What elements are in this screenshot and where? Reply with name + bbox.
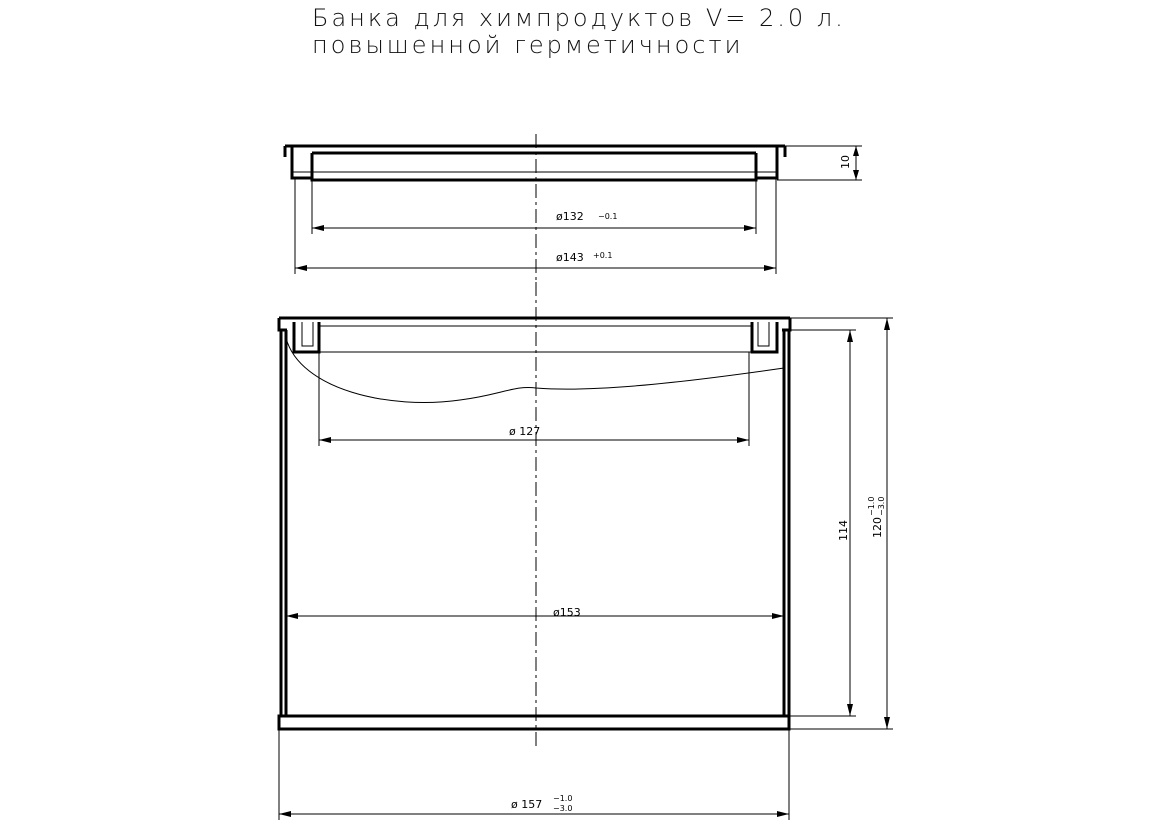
lid-outer-diameter-tolerance: +0.1 xyxy=(593,251,613,260)
lid-inner-body xyxy=(312,153,756,180)
lid-outer-diameter-label: ø143 xyxy=(556,251,584,264)
can-inner-height-label: 114 xyxy=(837,520,850,541)
can-left-wall xyxy=(281,330,286,716)
can-right-groove-inner xyxy=(758,322,769,346)
arrow-mark xyxy=(772,613,784,619)
can-left-groove-inner xyxy=(302,322,313,346)
arrow-mark xyxy=(884,318,890,330)
can-total-height-lower-tol: −3.0 xyxy=(877,496,886,516)
can-rim-left-lip xyxy=(279,318,287,330)
can-total-height-upper-tol: −1.0 xyxy=(867,496,876,516)
arrow-mark xyxy=(853,146,859,156)
drawing-title-line-2: повышенной герметичности xyxy=(312,31,744,59)
arrow-mark xyxy=(847,330,853,342)
arrow-mark xyxy=(884,717,890,729)
arrow-mark xyxy=(737,437,749,443)
can-bottom-lower-tol: −3.0 xyxy=(553,804,573,813)
arrow-mark xyxy=(777,811,789,817)
arrow-mark xyxy=(286,613,298,619)
can-rim-right-lip xyxy=(782,318,790,330)
arrow-mark xyxy=(764,265,776,271)
lid-right-rim xyxy=(756,146,785,178)
can-section-break-curve xyxy=(286,338,784,402)
can-bottom-flange xyxy=(279,716,789,729)
drawing-title-line-1: Банка для химпродуктов V= 2.0 л. xyxy=(312,4,846,32)
can-neck-diameter-label: ø 127 xyxy=(509,425,541,438)
lid-view xyxy=(285,134,862,290)
can-bottom-upper-tol: −1.0 xyxy=(553,794,573,803)
can-total-height-label: 120 xyxy=(871,517,884,538)
arrow-mark xyxy=(319,437,331,443)
arrow-mark xyxy=(279,811,291,817)
can-right-groove xyxy=(752,322,777,352)
can-left-groove xyxy=(294,322,319,352)
arrow-mark xyxy=(295,265,307,271)
arrow-mark xyxy=(744,225,756,231)
lid-inner-diameter-tolerance: −0.1 xyxy=(598,212,618,221)
can-body-diameter-label: ø153 xyxy=(553,606,581,619)
can-right-wall xyxy=(784,330,789,716)
lid-height-label: 10 xyxy=(839,155,852,169)
arrow-mark xyxy=(853,170,859,180)
arrow-mark xyxy=(312,225,324,231)
lid-left-rim xyxy=(285,146,312,178)
lid-inner-diameter-label: ø132 xyxy=(556,210,584,223)
arrow-mark xyxy=(847,704,853,716)
can-view xyxy=(279,282,893,820)
can-bottom-diameter-label: ø 157 xyxy=(511,798,543,811)
